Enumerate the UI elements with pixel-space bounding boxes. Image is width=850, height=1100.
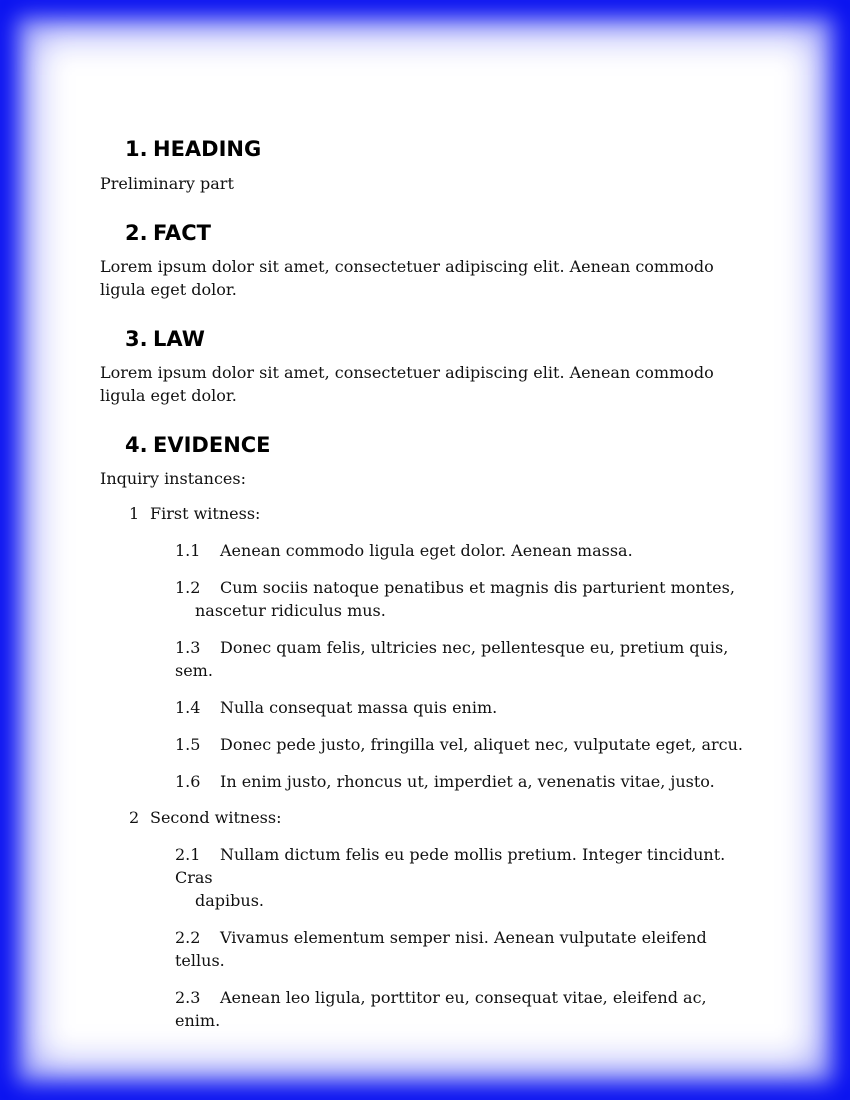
document-content bbox=[100, 133, 752, 1054]
statement-item bbox=[175, 770, 755, 793]
statement-number: 1.2 bbox=[175, 578, 201, 597]
witness-label: First witness: bbox=[150, 504, 261, 523]
statement-text: Donec pede justo, fringilla vel, aliquet nec, vulputate eget, arcu. bbox=[220, 735, 743, 754]
statement-item bbox=[175, 926, 755, 972]
statement-number: 1.4 bbox=[175, 698, 201, 717]
statement-text: Aenean commodo ligula eget dolor. Aenean massa. bbox=[220, 541, 633, 560]
section-fact bbox=[100, 217, 752, 301]
section-law bbox=[100, 323, 752, 407]
statement-text: Nullam dictum felis eu pede mollis pretium. Integer tincidunt. Cras bbox=[175, 845, 726, 887]
statement-item bbox=[175, 539, 755, 562]
statement-number: 2.2 bbox=[175, 928, 201, 947]
statement-number: 1.1 bbox=[175, 541, 201, 560]
statement-number: 2.3 bbox=[175, 988, 201, 1007]
statement-number: 2.1 bbox=[175, 845, 201, 864]
statement-item bbox=[175, 843, 755, 912]
statement-item bbox=[175, 986, 755, 1032]
section-number: 4. bbox=[125, 433, 148, 457]
section-title bbox=[100, 429, 752, 461]
statement-text: In enim justo, rhoncus ut, imperdiet a, venenatis vitae, justo. bbox=[220, 772, 715, 791]
section-heading bbox=[100, 133, 752, 195]
statement-number: 1.5 bbox=[175, 735, 201, 754]
statement-number: 1.3 bbox=[175, 638, 201, 657]
section-number: 1. bbox=[125, 137, 148, 161]
witness-title bbox=[100, 806, 752, 829]
section-title bbox=[100, 323, 752, 355]
section-body: Lorem ipsum dolor sit amet, consectetuer adipiscing elit. Aenean commodo ligula eget dolor. bbox=[100, 363, 714, 405]
section-body: Lorem ipsum dolor sit amet, consectetuer adipiscing elit. Aenean commodo ligula eget dolor. bbox=[100, 257, 714, 299]
witness-item bbox=[100, 502, 752, 793]
statement-number: 1.6 bbox=[175, 772, 201, 791]
witness-title bbox=[100, 502, 752, 525]
statement-text: Aenean leo ligula, porttitor eu, consequat vitae, eleifend ac, enim. bbox=[175, 988, 707, 1030]
statement-text: Donec quam felis, ultricies nec, pellentesque eu, pretium quis, sem. bbox=[175, 638, 729, 680]
section-number: 2. bbox=[125, 221, 148, 245]
section-title-text: LAW bbox=[153, 327, 205, 351]
statement-text: Vivamus elementum semper nisi. Aenean vulputate eleifend tellus. bbox=[175, 928, 707, 970]
witness-number: 1 bbox=[129, 504, 140, 523]
witness-list bbox=[100, 502, 752, 1032]
statement-text: Cum sociis natoque penatibus et magnis dis parturient montes, bbox=[220, 578, 735, 597]
statement-list bbox=[100, 843, 752, 1032]
section-title-text: EVIDENCE bbox=[153, 433, 271, 457]
section-body: Preliminary part bbox=[100, 174, 234, 193]
section-number: 3. bbox=[125, 327, 148, 351]
witness-item bbox=[100, 806, 752, 1032]
section-title-text: FACT bbox=[153, 221, 211, 245]
statement-item bbox=[175, 733, 755, 756]
witness-number: 2 bbox=[129, 808, 140, 827]
section-body: Inquiry instances: bbox=[100, 469, 246, 488]
statement-item bbox=[175, 696, 755, 719]
statement-item bbox=[175, 576, 755, 622]
statement-text-continued: dapibus. bbox=[195, 891, 264, 910]
section-title bbox=[100, 217, 752, 249]
section-title-text: HEADING bbox=[153, 137, 262, 161]
section-title bbox=[100, 133, 752, 165]
statement-text: Nulla consequat massa quis enim. bbox=[220, 698, 498, 717]
statement-list bbox=[100, 539, 752, 793]
witness-label: Second witness: bbox=[150, 808, 282, 827]
section-evidence bbox=[100, 429, 752, 1032]
statement-item bbox=[175, 636, 755, 682]
statement-text-continued: nascetur ridiculus mus. bbox=[195, 601, 386, 620]
